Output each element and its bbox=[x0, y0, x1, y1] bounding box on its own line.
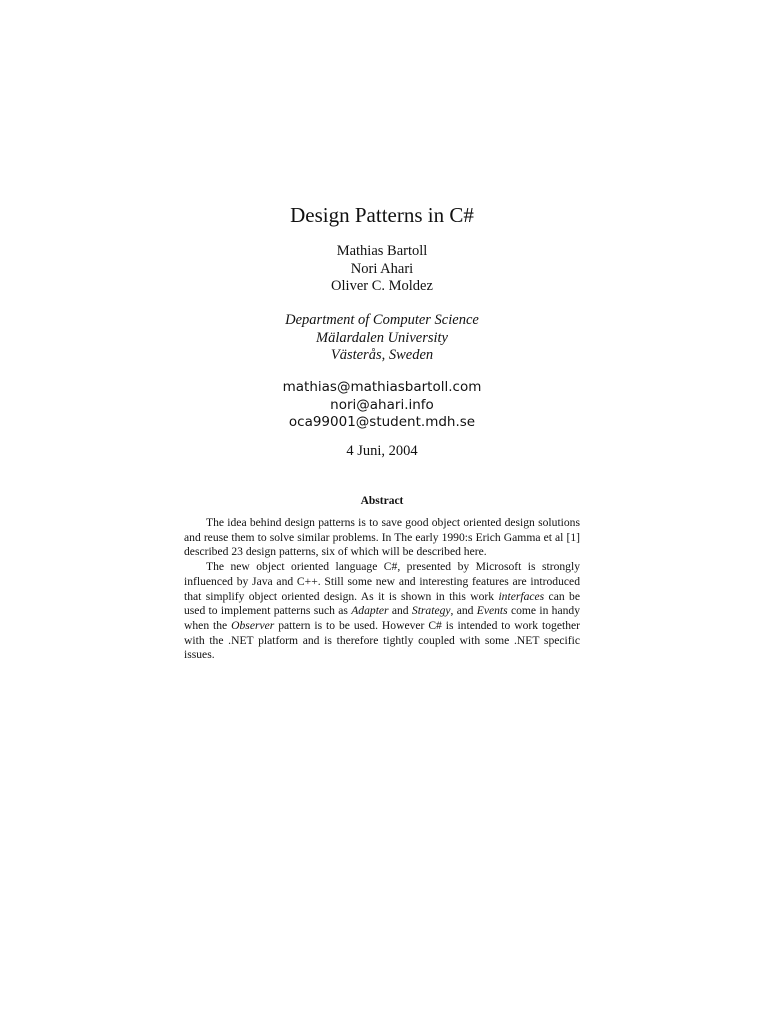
abstract-text: can be used to implement patterns such as bbox=[184, 589, 580, 618]
abstract-text: and bbox=[388, 604, 412, 618]
abstract-text: pattern is to be used. However C# is intended to work together with the .NET platform and is therefore tightly coupled with some .NET specific issues. bbox=[184, 618, 580, 662]
publication-date: 4 Juni, 2004 bbox=[346, 443, 418, 459]
abstract-paragraph-1: The idea behind design patterns is to save good object oriented design solutions and reuse them to solve similar problems. In The early 1990:s Erich Gamma et al [1] described 23 design patterns, six of which will be described here. bbox=[184, 516, 580, 559]
author-list bbox=[184, 243, 580, 296]
term-events: Events bbox=[476, 604, 508, 618]
author-email: nori@ahari.info bbox=[330, 396, 434, 413]
abstract-paragraph-2 bbox=[184, 560, 580, 663]
author-name: Nori Ahari bbox=[350, 260, 414, 277]
affiliation-university: Mälardalen University bbox=[316, 329, 448, 346]
term-observer: Observer bbox=[231, 618, 275, 632]
term-interfaces: interfaces bbox=[498, 589, 545, 603]
affiliation-location: Västerås, Sweden bbox=[330, 347, 434, 363]
affiliation-department: Department of Computer Science bbox=[285, 312, 479, 328]
author-email: oca99001@student.mdh.se bbox=[288, 414, 476, 430]
term-strategy: Strategy bbox=[411, 604, 451, 618]
paper-title: Design Patterns in C# bbox=[290, 203, 474, 227]
abstract-text: , and bbox=[450, 604, 477, 618]
affiliation bbox=[184, 312, 580, 365]
author-name: Oliver C. Moldez bbox=[331, 278, 433, 294]
abstract-text: The new object oriented language C#, presented by Microsoft is strongly influenced by Java and C++. Still some new and interesting features are introduced that simplify object oriented design. As it is shown in this work bbox=[184, 560, 580, 603]
email-list bbox=[184, 379, 580, 432]
abstract-body bbox=[184, 516, 580, 663]
abstract-text: come in handy when the bbox=[184, 604, 581, 632]
abstract-heading: Abstract bbox=[360, 495, 404, 507]
author-email: mathias@mathiasbartoll.com bbox=[282, 379, 482, 395]
author-name: Mathias Bartoll bbox=[336, 243, 428, 259]
term-adapter: Adapter bbox=[351, 604, 389, 618]
